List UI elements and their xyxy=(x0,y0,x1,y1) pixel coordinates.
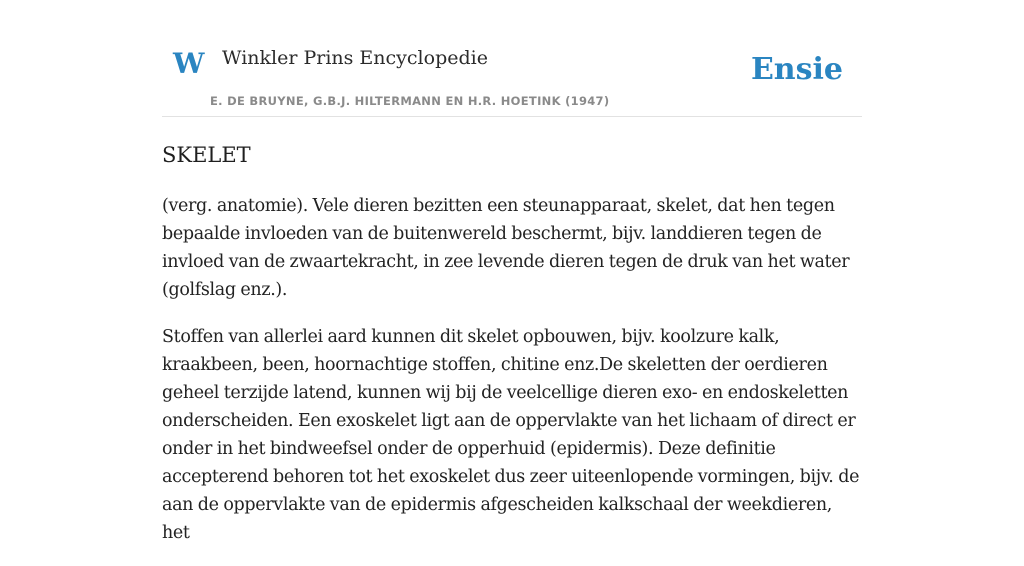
article-paragraph: (verg. anatomie). Vele dieren bezitten een steunapparaat, skelet, dat hen tegen bepaalde invloeden van de buitenwereld beschermt, bijv. landdieren tegen de invloed van de zwaartekracht, in zee levende dieren tegen de druk van het water (golfslag enz.). xyxy=(162,196,850,300)
article-body xyxy=(162,192,862,566)
source-logo-icon[interactable]: W xyxy=(173,47,205,80)
source-authors: E. DE BRUYNE, G.B.J. HILTERMANN EN H.R. HOETINK (1947) xyxy=(210,94,610,108)
header xyxy=(162,0,862,117)
source-title[interactable]: Winkler Prins Encyclopedie xyxy=(222,47,488,69)
brand-logo-link[interactable]: Ensie xyxy=(750,52,843,87)
article-title: SKELET xyxy=(162,143,251,167)
article-paragraph: Stoffen van allerlei aard kunnen dit skelet opbouwen, bijv. koolzure kalk, kraakbeen, been, hoornachtige stoffen, chitine enz.De skeletten der oerdieren geheel terzijde latend, kunnen wij bij de veelcellige dieren exo- en endoskeletten onderscheiden. Een exoskelet ligt aan de oppervlakte van het lichaam of direct er onder in het bindweefsel onder de opperhuid (epidermis). Deze definitie accepterend behoren tot het exoskelet dus zeer uiteenlopende vormingen, bijv. de aan de oppervlakte van de epidermis afgescheiden kalkschaal der weekdieren, het xyxy=(162,327,860,543)
